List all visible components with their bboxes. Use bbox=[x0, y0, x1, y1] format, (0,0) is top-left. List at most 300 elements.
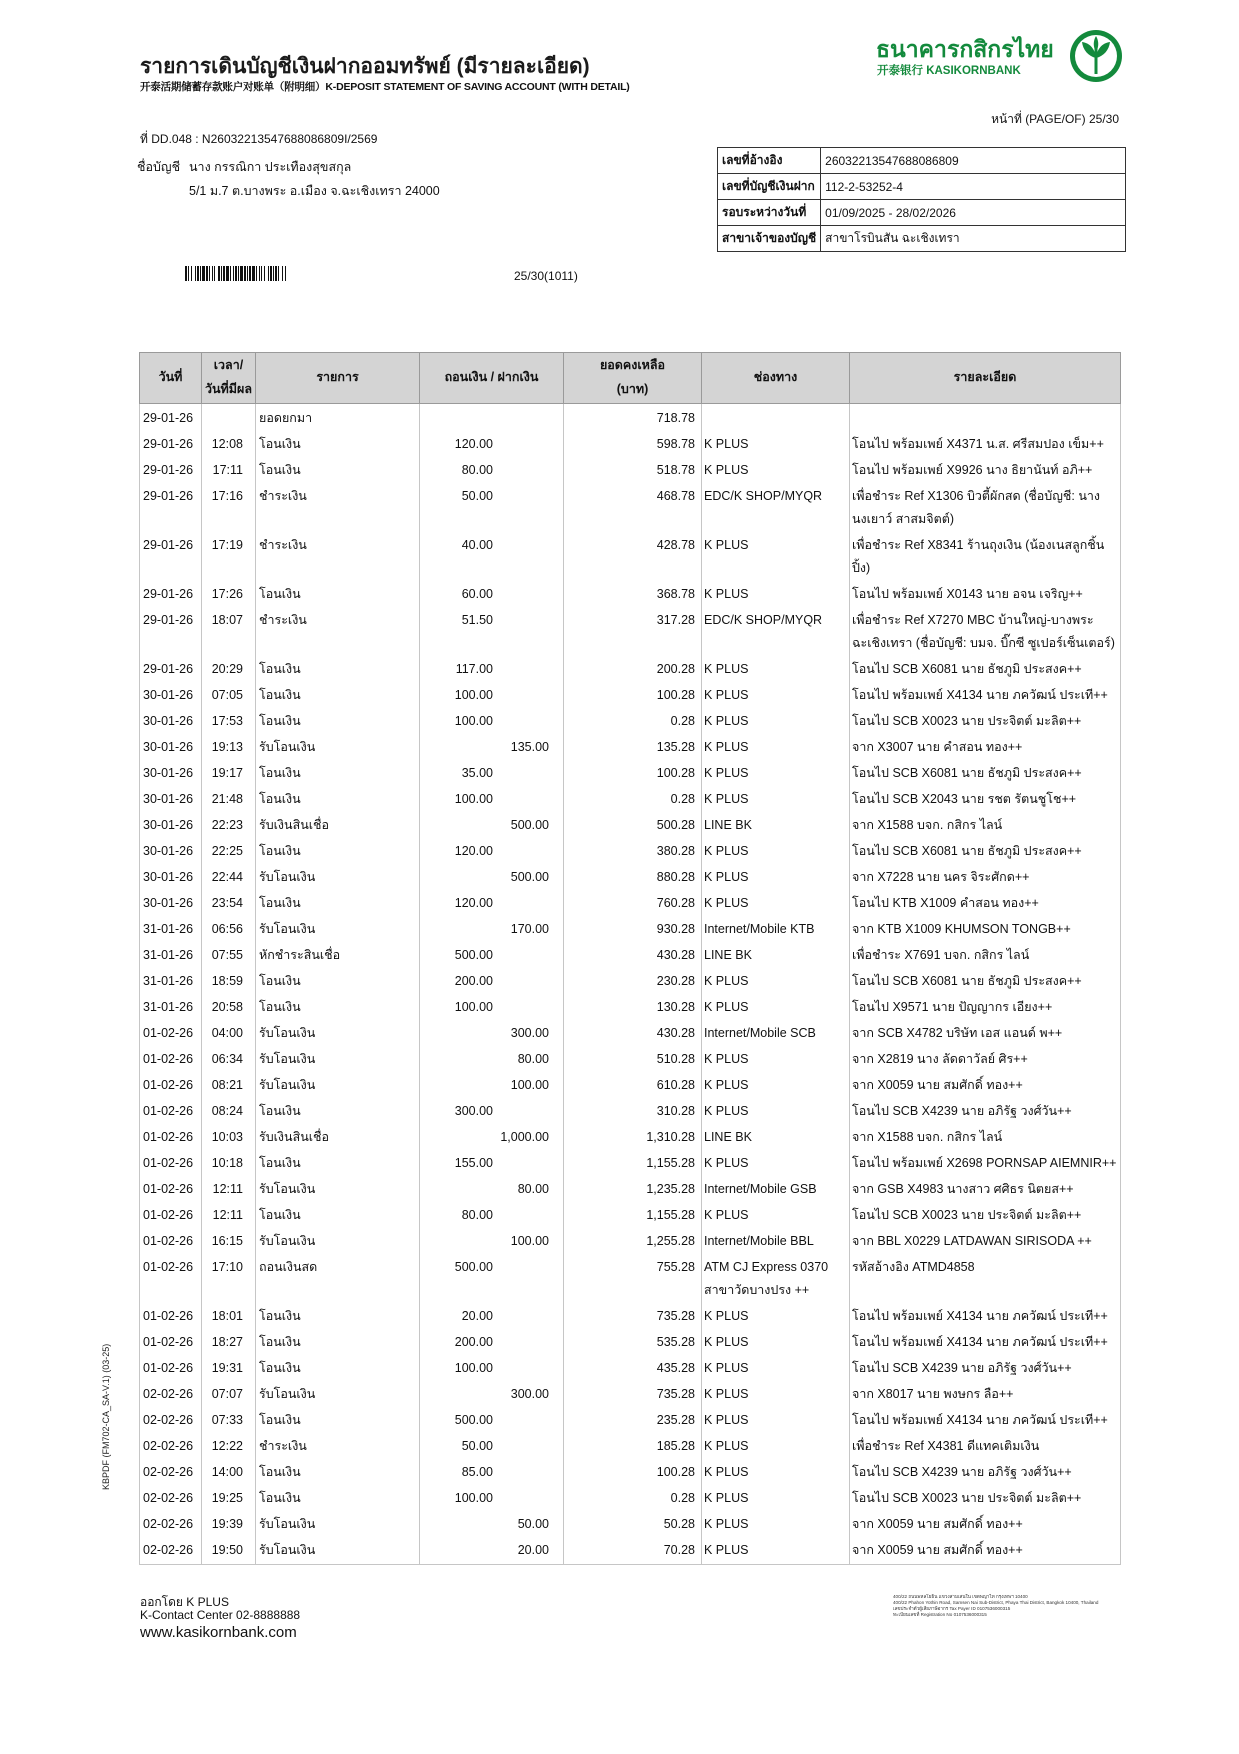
txn-time: 18:27 bbox=[202, 1328, 256, 1354]
table-row bbox=[140, 1354, 1121, 1380]
header-channel: ช่องทาง bbox=[702, 353, 850, 404]
info-row-branch bbox=[718, 226, 1126, 252]
txn-date: 01-02-26 bbox=[140, 1227, 202, 1253]
txn-time: 22:23 bbox=[202, 811, 256, 837]
info-row-reference bbox=[718, 148, 1126, 174]
txn-detail: จาก X7228 นาย นคร จิระศักด++ bbox=[850, 863, 1121, 889]
fineprint-line: เลขประจำตัวผู้เสียภาษีอากร Tax Payer ID 0107536000315 bbox=[893, 1606, 1011, 1611]
txn-amount: 300.00 bbox=[420, 1097, 564, 1123]
txn-amount: 51.50 bbox=[420, 606, 564, 655]
txn-time: 22:44 bbox=[202, 863, 256, 889]
txn-channel: K PLUS bbox=[702, 1097, 850, 1123]
txn-description: โอนเงิน bbox=[256, 889, 420, 915]
txn-balance: 100.28 bbox=[564, 759, 702, 785]
txn-time: 17:53 bbox=[202, 707, 256, 733]
header-amount: ถอนเงิน / ฝากเงิน bbox=[420, 353, 564, 404]
txn-detail: จาก BBL X0229 LATDAWAN SIRISODA ++ bbox=[850, 1227, 1121, 1253]
txn-date: 01-02-26 bbox=[140, 1328, 202, 1354]
txn-channel: K PLUS bbox=[702, 1045, 850, 1071]
table-row bbox=[140, 1380, 1121, 1406]
txn-amount: 35.00 bbox=[420, 759, 564, 785]
txn-time: 06:34 bbox=[202, 1045, 256, 1071]
txn-channel: K PLUS bbox=[702, 733, 850, 759]
txn-amount: 100.00 bbox=[420, 1071, 564, 1097]
statement-subtitle: 开泰活期储蓄存款账户对账单（附明细）K-DEPOSIT STATEMENT OF SAVING ACCOUNT (WITH DETAIL) bbox=[140, 81, 630, 93]
txn-balance: 1,255.28 bbox=[564, 1227, 702, 1253]
txn-description: ชำระเงิน bbox=[256, 606, 420, 655]
txn-balance: 310.28 bbox=[564, 1097, 702, 1123]
txn-detail bbox=[850, 404, 1121, 431]
txn-amount bbox=[420, 404, 564, 431]
txn-date: 30-01-26 bbox=[140, 811, 202, 837]
table-row bbox=[140, 1536, 1121, 1565]
txn-channel: K PLUS bbox=[702, 1380, 850, 1406]
txn-date: 31-01-26 bbox=[140, 941, 202, 967]
txn-time: 19:13 bbox=[202, 733, 256, 759]
txn-amount: 40.00 bbox=[420, 531, 564, 580]
table-row bbox=[140, 915, 1121, 941]
txn-time: 19:50 bbox=[202, 1536, 256, 1565]
txn-time: 17:19 bbox=[202, 531, 256, 580]
header-time-line2: วันที่มีผล bbox=[204, 382, 253, 396]
txn-date: 01-02-26 bbox=[140, 1019, 202, 1045]
txn-amount: 100.00 bbox=[420, 1227, 564, 1253]
info-label: สาขาเจ้าของบัญชี bbox=[718, 226, 821, 252]
txn-description: ชำระเงิน bbox=[256, 482, 420, 531]
txn-time: 12:11 bbox=[202, 1175, 256, 1201]
txn-description: รับโอนเงิน bbox=[256, 863, 420, 889]
table-row bbox=[140, 1045, 1121, 1071]
txn-balance: 518.78 bbox=[564, 456, 702, 482]
txn-detail: จาก SCB X4782 บริษัท เอส แอนด์ พ++ bbox=[850, 1019, 1121, 1045]
txn-amount: 500.00 bbox=[420, 1406, 564, 1432]
txn-balance: 0.28 bbox=[564, 1484, 702, 1510]
txn-balance: 735.28 bbox=[564, 1380, 702, 1406]
table-row bbox=[140, 707, 1121, 733]
txn-channel: K PLUS bbox=[702, 1149, 850, 1175]
info-value: 01/09/2025 - 28/02/2026 bbox=[821, 200, 1126, 226]
txn-description: โอนเงิน bbox=[256, 655, 420, 681]
txn-description: โอนเงิน bbox=[256, 707, 420, 733]
txn-description: ชำระเงิน bbox=[256, 1432, 420, 1458]
txn-detail: โอนไป พร้อมเพย์ X0143 นาย อจน เจริญ++ bbox=[850, 580, 1121, 606]
txn-description: รับโอนเงิน bbox=[256, 1536, 420, 1565]
barcode-bar bbox=[286, 266, 287, 281]
txn-detail: โอนไป พร้อมเพย์ X4371 น.ส. ศรีสมปอง เข็ม++ bbox=[850, 430, 1121, 456]
txn-channel: K PLUS bbox=[702, 1406, 850, 1432]
txn-description: โอนเงิน bbox=[256, 1097, 420, 1123]
txn-description: โอนเงิน bbox=[256, 759, 420, 785]
txn-channel: K PLUS bbox=[702, 1328, 850, 1354]
txn-date: 29-01-26 bbox=[140, 655, 202, 681]
info-value: สาขาโรบินสัน ฉะเชิงเทรา bbox=[821, 226, 1126, 252]
txn-detail: จาก X0059 นาย สมศักดิ์ ทอง++ bbox=[850, 1510, 1121, 1536]
txn-time: 17:11 bbox=[202, 456, 256, 482]
table-header-row bbox=[140, 353, 1121, 404]
txn-detail: โอนไป SCB X6081 นาย ธัชภูมิ ประสงค++ bbox=[850, 967, 1121, 993]
txn-date: 30-01-26 bbox=[140, 785, 202, 811]
txn-time: 17:10 bbox=[202, 1253, 256, 1302]
txn-channel: Internet/Mobile GSB bbox=[702, 1175, 850, 1201]
table-row bbox=[140, 1175, 1121, 1201]
table-row bbox=[140, 1097, 1121, 1123]
kasikorn-leaf-icon bbox=[1068, 28, 1124, 84]
txn-time: 07:55 bbox=[202, 941, 256, 967]
table-row bbox=[140, 837, 1121, 863]
txn-date: 02-02-26 bbox=[140, 1406, 202, 1432]
txn-channel: K PLUS bbox=[702, 1302, 850, 1328]
txn-date: 30-01-26 bbox=[140, 681, 202, 707]
txn-date: 31-01-26 bbox=[140, 915, 202, 941]
txn-detail: โอนไป SCB X0023 นาย ประจิตต์ มะลิต++ bbox=[850, 707, 1121, 733]
txn-detail: โอนไป SCB X6081 นาย ธัชภูมิ ประสงค++ bbox=[850, 837, 1121, 863]
info-row-account-number bbox=[718, 174, 1126, 200]
txn-date: 02-02-26 bbox=[140, 1432, 202, 1458]
txn-balance: 235.28 bbox=[564, 1406, 702, 1432]
txn-detail: โอนไป SCB X2043 นาย รชต รัตนชูโช++ bbox=[850, 785, 1121, 811]
txn-date: 01-02-26 bbox=[140, 1045, 202, 1071]
txn-channel: Internet/Mobile SCB bbox=[702, 1019, 850, 1045]
txn-date: 29-01-26 bbox=[140, 580, 202, 606]
table-row bbox=[140, 1253, 1121, 1302]
txn-balance: 610.28 bbox=[564, 1071, 702, 1097]
account-address: 5/1 ม.7 ต.บางพระ อ.เมือง จ.ฉะเชิงเทรา 24000 bbox=[189, 184, 440, 198]
txn-amount: 117.00 bbox=[420, 655, 564, 681]
txn-detail: เพื่อชำระ Ref X4381 ดีแทคเติมเงิน bbox=[850, 1432, 1121, 1458]
account-name-row bbox=[137, 157, 351, 177]
txn-date: 30-01-26 bbox=[140, 889, 202, 915]
table-row bbox=[140, 1432, 1121, 1458]
txn-amount: 300.00 bbox=[420, 1019, 564, 1045]
txn-time: 22:25 bbox=[202, 837, 256, 863]
table-row bbox=[140, 1510, 1121, 1536]
txn-time bbox=[202, 404, 256, 431]
txn-amount: 85.00 bbox=[420, 1458, 564, 1484]
txn-description: รับเงินสินเชื่อ bbox=[256, 1123, 420, 1149]
txn-balance: 1,310.28 bbox=[564, 1123, 702, 1149]
transaction-table bbox=[139, 352, 1121, 1565]
bank-name-en: 开泰银行 KASIKORNBANK bbox=[877, 65, 1021, 77]
txn-description: รับโอนเงิน bbox=[256, 1071, 420, 1097]
txn-amount: 120.00 bbox=[420, 889, 564, 915]
txn-amount: 20.00 bbox=[420, 1302, 564, 1328]
table-row bbox=[140, 1149, 1121, 1175]
bank-website-link[interactable]: www.kasikornbank.com bbox=[140, 1624, 297, 1641]
txn-time: 12:08 bbox=[202, 430, 256, 456]
txn-description: โอนเงิน bbox=[256, 1484, 420, 1510]
txn-amount: 100.00 bbox=[420, 993, 564, 1019]
txn-channel: LINE BK bbox=[702, 1123, 850, 1149]
txn-date: 02-02-26 bbox=[140, 1380, 202, 1406]
txn-amount: 200.00 bbox=[420, 967, 564, 993]
txn-description: ถอนเงินสด bbox=[256, 1253, 420, 1302]
info-value: 26032213547688086809 bbox=[821, 148, 1126, 174]
txn-balance: 435.28 bbox=[564, 1354, 702, 1380]
table-row bbox=[140, 1328, 1121, 1354]
txn-channel: K PLUS bbox=[702, 785, 850, 811]
txn-balance: 135.28 bbox=[564, 733, 702, 759]
document-number: ที่ DD.048 : N26032213547688086809I/2569 bbox=[140, 132, 378, 146]
txn-balance: 930.28 bbox=[564, 915, 702, 941]
txn-channel: K PLUS bbox=[702, 430, 850, 456]
txn-amount: 170.00 bbox=[420, 915, 564, 941]
txn-date: 01-02-26 bbox=[140, 1071, 202, 1097]
table-row bbox=[140, 681, 1121, 707]
header-time-line1: เวลา/ bbox=[213, 358, 244, 373]
table-row bbox=[140, 1071, 1121, 1097]
txn-date: 01-02-26 bbox=[140, 1149, 202, 1175]
fineprint-line: ทะเบียนเลขที่ Registration No 0107536000315 bbox=[893, 1612, 987, 1617]
txn-time: 19:39 bbox=[202, 1510, 256, 1536]
info-label: เลขที่อ้างอิง bbox=[718, 148, 821, 174]
txn-date: 02-02-26 bbox=[140, 1536, 202, 1565]
txn-channel: K PLUS bbox=[702, 655, 850, 681]
txn-balance: 317.28 bbox=[564, 606, 702, 655]
txn-detail: เพื่อชำระ Ref X1306 บิวตี้ผักสด (ชื่อบัญชี: นางนงเยาว์ สาสมจิตต์) bbox=[850, 482, 1121, 531]
header-time bbox=[202, 353, 256, 404]
txn-channel: K PLUS bbox=[702, 1510, 850, 1536]
txn-description: โอนเงิน bbox=[256, 837, 420, 863]
txn-time: 07:33 bbox=[202, 1406, 256, 1432]
txn-detail: จาก X1588 บจก. กสิกร ไลน์ bbox=[850, 1123, 1121, 1149]
bank-address-fineprint bbox=[893, 1594, 1128, 1618]
txn-amount: 50.00 bbox=[420, 482, 564, 531]
txn-amount: 100.00 bbox=[420, 707, 564, 733]
table-row bbox=[140, 1458, 1121, 1484]
txn-detail: โอนไป พร้อมเพย์ X4134 นาย ภควัฒน์ ประเที++ bbox=[850, 1328, 1121, 1354]
table-row bbox=[140, 1484, 1121, 1510]
table-row bbox=[140, 889, 1121, 915]
txn-balance: 880.28 bbox=[564, 863, 702, 889]
page-number: หน้าที่ (PAGE/OF) 25/30 bbox=[991, 112, 1119, 126]
txn-time: 04:00 bbox=[202, 1019, 256, 1045]
txn-amount: 60.00 bbox=[420, 580, 564, 606]
txn-description: โอนเงิน bbox=[256, 1149, 420, 1175]
txn-date: 01-02-26 bbox=[140, 1302, 202, 1328]
issued-by: ออกโดย K PLUS bbox=[140, 1595, 229, 1609]
txn-detail: โอนไป SCB X6081 นาย ธัชภูมิ ประสงค++ bbox=[850, 655, 1121, 681]
txn-balance: 100.28 bbox=[564, 681, 702, 707]
txn-balance: 760.28 bbox=[564, 889, 702, 915]
txn-description: โอนเงิน bbox=[256, 1201, 420, 1227]
table-row bbox=[140, 785, 1121, 811]
txn-date: 02-02-26 bbox=[140, 1458, 202, 1484]
txn-detail: จาก X0059 นาย สมศักดิ์ ทอง++ bbox=[850, 1071, 1121, 1097]
txn-balance: 535.28 bbox=[564, 1328, 702, 1354]
txn-time: 18:59 bbox=[202, 967, 256, 993]
txn-channel: K PLUS bbox=[702, 707, 850, 733]
txn-balance: 500.28 bbox=[564, 811, 702, 837]
txn-amount: 1,000.00 bbox=[420, 1123, 564, 1149]
txn-balance: 1,155.28 bbox=[564, 1201, 702, 1227]
txn-detail: จาก X8017 นาย พงษกร ลือ++ bbox=[850, 1380, 1121, 1406]
table-row bbox=[140, 759, 1121, 785]
txn-amount: 80.00 bbox=[420, 1175, 564, 1201]
txn-date: 29-01-26 bbox=[140, 482, 202, 531]
txn-channel: K PLUS bbox=[702, 1484, 850, 1510]
txn-balance: 380.28 bbox=[564, 837, 702, 863]
txn-balance: 735.28 bbox=[564, 1302, 702, 1328]
txn-balance: 0.28 bbox=[564, 785, 702, 811]
txn-amount: 500.00 bbox=[420, 1253, 564, 1302]
txn-time: 21:48 bbox=[202, 785, 256, 811]
info-row-period bbox=[718, 200, 1126, 226]
txn-detail: โอนไป SCB X0023 นาย ประจิตต์ มะลิต++ bbox=[850, 1201, 1121, 1227]
txn-description: รับโอนเงิน bbox=[256, 1380, 420, 1406]
table-row bbox=[140, 1201, 1121, 1227]
txn-date: 02-02-26 bbox=[140, 1510, 202, 1536]
txn-balance: 428.78 bbox=[564, 531, 702, 580]
txn-channel: Internet/Mobile BBL bbox=[702, 1227, 850, 1253]
txn-time: 17:26 bbox=[202, 580, 256, 606]
txn-channel: K PLUS bbox=[702, 1354, 850, 1380]
txn-description: โอนเงิน bbox=[256, 681, 420, 707]
txn-channel: K PLUS bbox=[702, 863, 850, 889]
header-detail: รายละเอียด bbox=[850, 353, 1121, 404]
txn-amount: 500.00 bbox=[420, 941, 564, 967]
txn-date: 29-01-26 bbox=[140, 531, 202, 580]
txn-description: รับเงินสินเชื่อ bbox=[256, 811, 420, 837]
txn-channel: K PLUS bbox=[702, 681, 850, 707]
txn-date: 01-02-26 bbox=[140, 1201, 202, 1227]
txn-amount: 500.00 bbox=[420, 811, 564, 837]
txn-balance: 468.78 bbox=[564, 482, 702, 531]
txn-detail: โอนไป พร้อมเพย์ X4134 นาย ภควัฒน์ ประเที++ bbox=[850, 681, 1121, 707]
txn-time: 16:15 bbox=[202, 1227, 256, 1253]
txn-time: 20:29 bbox=[202, 655, 256, 681]
txn-balance: 200.28 bbox=[564, 655, 702, 681]
txn-amount: 80.00 bbox=[420, 1045, 564, 1071]
txn-amount: 100.00 bbox=[420, 1354, 564, 1380]
txn-balance: 130.28 bbox=[564, 993, 702, 1019]
txn-detail: โอนไป พร้อมเพย์ X2698 PORNSAP AIEMNIR++ bbox=[850, 1149, 1121, 1175]
txn-amount: 80.00 bbox=[420, 1201, 564, 1227]
txn-description: ชำระเงิน bbox=[256, 531, 420, 580]
txn-description: โอนเงิน bbox=[256, 430, 420, 456]
txn-channel: K PLUS bbox=[702, 1432, 850, 1458]
txn-description: โอนเงิน bbox=[256, 1328, 420, 1354]
txn-date: 30-01-26 bbox=[140, 863, 202, 889]
account-name: นาง กรรณิกา ประเทืองสุขสกุล bbox=[189, 160, 352, 174]
txn-time: 19:25 bbox=[202, 1484, 256, 1510]
txn-channel: Internet/Mobile KTB bbox=[702, 915, 850, 941]
txn-description: รับโอนเงิน bbox=[256, 1019, 420, 1045]
txn-description: โอนเงิน bbox=[256, 1354, 420, 1380]
txn-amount: 155.00 bbox=[420, 1149, 564, 1175]
txn-channel: K PLUS bbox=[702, 759, 850, 785]
txn-description: รับโอนเงิน bbox=[256, 733, 420, 759]
table-row bbox=[140, 456, 1121, 482]
header-description: รายการ bbox=[256, 353, 420, 404]
txn-detail: โอนไป X9571 นาย ปัญญากร เอียง++ bbox=[850, 993, 1121, 1019]
txn-channel: EDC/K SHOP/MYQR bbox=[702, 606, 850, 655]
txn-time: 14:00 bbox=[202, 1458, 256, 1484]
info-label: เลขที่บัญชีเงินฝาก bbox=[718, 174, 821, 200]
txn-description: รับโอนเงิน bbox=[256, 1227, 420, 1253]
txn-balance: 100.28 bbox=[564, 1458, 702, 1484]
txn-time: 23:54 bbox=[202, 889, 256, 915]
txn-balance: 510.28 bbox=[564, 1045, 702, 1071]
txn-detail: โอนไป พร้อมเพย์ X9926 นาง ธิยานันท์ อภิ++ bbox=[850, 456, 1121, 482]
txn-description: โอนเงิน bbox=[256, 580, 420, 606]
txn-description: รับโอนเงิน bbox=[256, 915, 420, 941]
txn-amount: 120.00 bbox=[420, 837, 564, 863]
table-row bbox=[140, 580, 1121, 606]
txn-date: 30-01-26 bbox=[140, 759, 202, 785]
statement-title: รายการเดินบัญชีเงินฝากออมทรัพย์ (มีรายละเอียด) bbox=[140, 55, 590, 78]
txn-description: โอนเงิน bbox=[256, 785, 420, 811]
table-row bbox=[140, 430, 1121, 456]
txn-amount: 80.00 bbox=[420, 456, 564, 482]
table-row bbox=[140, 811, 1121, 837]
txn-amount: 50.00 bbox=[420, 1432, 564, 1458]
txn-time: 19:17 bbox=[202, 759, 256, 785]
txn-time: 10:03 bbox=[202, 1123, 256, 1149]
txn-date: 31-01-26 bbox=[140, 993, 202, 1019]
txn-date: 29-01-26 bbox=[140, 456, 202, 482]
txn-detail: โอนไป พร้อมเพย์ X4134 นาย ภควัฒน์ ประเที++ bbox=[850, 1406, 1121, 1432]
txn-description: โอนเงิน bbox=[256, 1458, 420, 1484]
bank-logo bbox=[876, 28, 1126, 84]
page-code: 25/30(1011) bbox=[514, 269, 578, 283]
table-row bbox=[140, 1123, 1121, 1149]
table-row bbox=[140, 606, 1121, 655]
txn-date: 30-01-26 bbox=[140, 733, 202, 759]
fineprint-line: 400/22 Phahon Yothin Road, Samsen Nai Sub-District, Phaya Thai District, Bangkok 10400, Thailand bbox=[893, 1600, 1099, 1605]
txn-detail: จาก X2819 นาง ลัดดาวัลย์ ศิร++ bbox=[850, 1045, 1121, 1071]
txn-time: 07:07 bbox=[202, 1380, 256, 1406]
table-row bbox=[140, 967, 1121, 993]
txn-date: 31-01-26 bbox=[140, 967, 202, 993]
table-row bbox=[140, 1406, 1121, 1432]
txn-amount: 200.00 bbox=[420, 1328, 564, 1354]
txn-detail: รหัสอ้างอิง ATMD4858 bbox=[850, 1253, 1121, 1302]
table-row bbox=[140, 655, 1121, 681]
txn-time: 12:11 bbox=[202, 1201, 256, 1227]
table-row bbox=[140, 941, 1121, 967]
account-info-table bbox=[717, 147, 1126, 252]
txn-channel: K PLUS bbox=[702, 967, 850, 993]
txn-amount: 50.00 bbox=[420, 1510, 564, 1536]
txn-amount: 20.00 bbox=[420, 1536, 564, 1565]
txn-detail: เพื่อชำระ Ref X7270 MBC บ้านใหญ่-บางพระ ฉะเชิงเทรา (ชื่อบัญชี: บมจ. บิ๊กซี ซูเปอร์เซ็นเตอร์) bbox=[850, 606, 1121, 655]
account-name-label: ชื่อบัญชี bbox=[137, 160, 181, 174]
info-label: รอบระหว่างวันที่ bbox=[718, 200, 821, 226]
txn-time: 08:24 bbox=[202, 1097, 256, 1123]
txn-description: โอนเงิน bbox=[256, 1406, 420, 1432]
txn-amount: 100.00 bbox=[420, 1484, 564, 1510]
txn-balance: 185.28 bbox=[564, 1432, 702, 1458]
txn-time: 07:05 bbox=[202, 681, 256, 707]
txn-time: 19:31 bbox=[202, 1354, 256, 1380]
txn-channel: K PLUS bbox=[702, 993, 850, 1019]
txn-date: 01-02-26 bbox=[140, 1253, 202, 1302]
fineprint-line: 400/22 ถนนพหลโยธิน แขวงสามเสนใน เขตพญาไท กรุงเทพฯ 10400 bbox=[893, 1594, 1028, 1599]
txn-detail: โอนไป KTB X1009 คำสอน ทอง++ bbox=[850, 889, 1121, 915]
txn-channel: K PLUS bbox=[702, 1201, 850, 1227]
txn-detail: จาก KTB X1009 KHUMSON TONGB++ bbox=[850, 915, 1121, 941]
table-row bbox=[140, 993, 1121, 1019]
txn-detail: โอนไป พร้อมเพย์ X4134 นาย ภควัฒน์ ประเที++ bbox=[850, 1302, 1121, 1328]
txn-detail: จาก X1588 บจก. กสิกร ไลน์ bbox=[850, 811, 1121, 837]
txn-balance: 718.78 bbox=[564, 404, 702, 431]
table-row bbox=[140, 404, 1121, 431]
txn-detail: จาก X3007 นาย คำสอน ทอง++ bbox=[850, 733, 1121, 759]
txn-date: 30-01-26 bbox=[140, 707, 202, 733]
table-row bbox=[140, 531, 1121, 580]
txn-channel: ATM CJ Express 0370 สาขาวัดบางปรง ++ bbox=[702, 1253, 850, 1302]
txn-balance: 755.28 bbox=[564, 1253, 702, 1302]
